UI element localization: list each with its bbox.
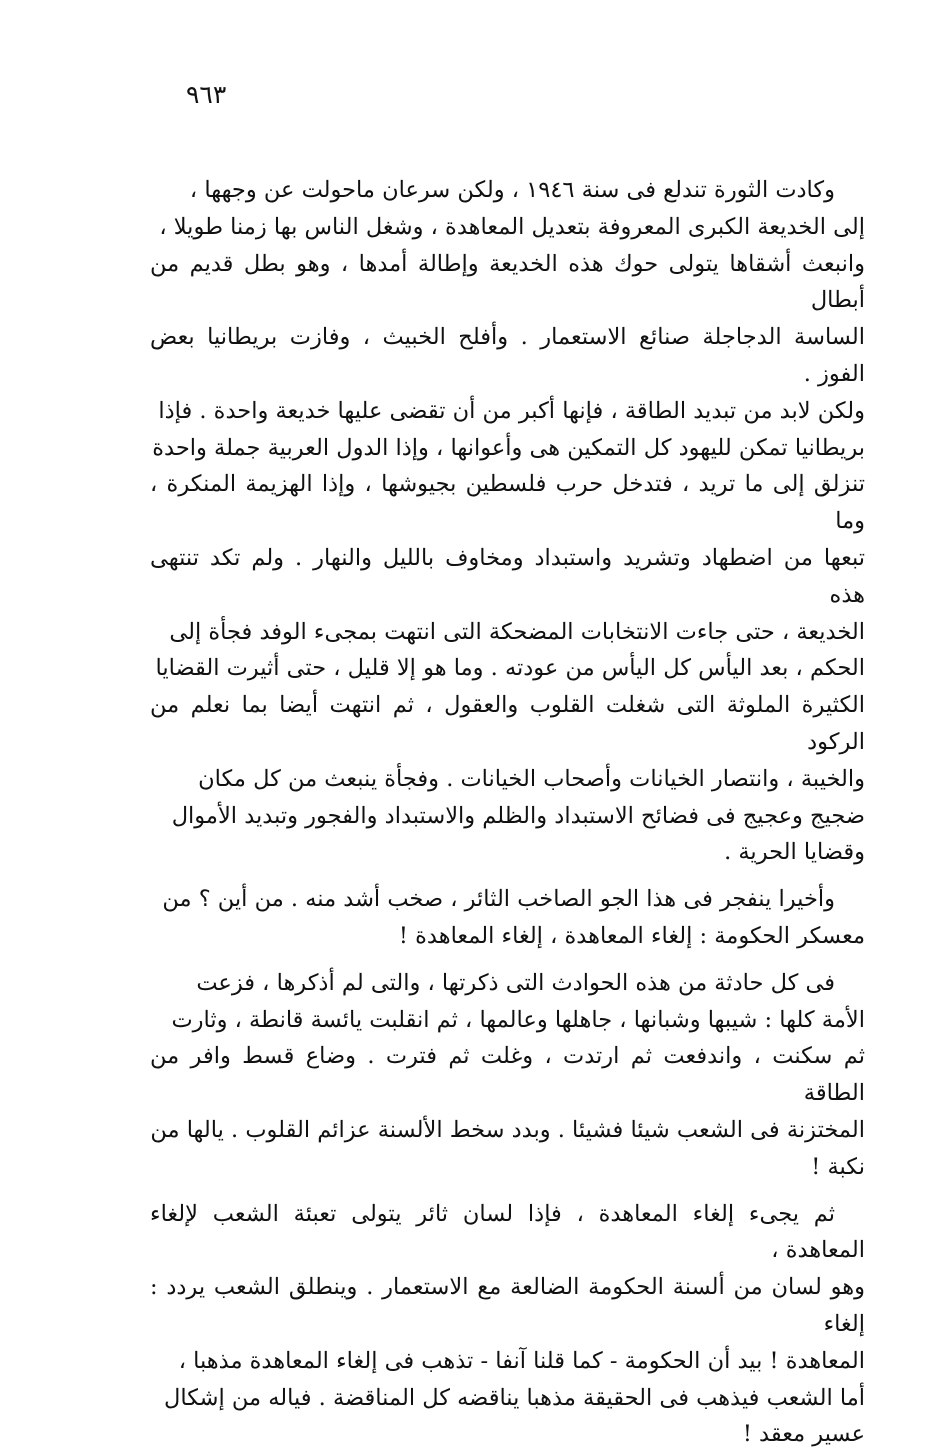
page-number: ٩٦٣	[186, 80, 227, 109]
paragraph-4: ثم يجىء إلغاء المعاهدة ، فإذا لسان ثائر يتولى تعبئة الشعب لإلغاء المعاهدة ، وهو لسان من ألسنة الحكومة الضالعة مع الاستعمار . وينطلق الشعب يردد : إلغاء المعاهدة ! بيد أن الحكومة - كما قلنا آنفا - تذهب فى إلغاء المعاهدة مذهبا ، أما الشعب فيذهب فى الحقيقة مذهبا يناقضه كل المناقضة . فياله من إشكال عسير معقد !	[150, 1200, 865, 1448]
paragraph-1: وكادت الثورة تندلع فى سنة ١٩٤٦ ، ولكن سرعان ماحولت عن وجهها ، إلى الخديعة الكبرى المعروفة بتعديل المعاهدة ، وشغل الناس بها زمنا طويلا ، وانبعث أشقاها يتولى حوك هذه الخديعة وإطالة أمدها ، وهو بطل قديم من أبطال الساسة الدجاجلة صنائع الاستعمار . وأفلح الخبيث ، وفازت بريطانيا بعض الفوز . ولكن لابد من تبديد الطاقة ، فإنها أكبر من أن تقضى عليها خديعة واحدة . فإذا بريطانيا تمكن لليهود كل التمكين هى وأعوانها ، وإذا الدول العربية جملة واحدة تنزلق إلى ما تريد ، فتدخل حرب فلسطين بجيوشها ، وإذا الهزيمة المنكرة ، وما تبعها من اضطهاد وتشريد واستبداد ومخاوف بالليل والنهار . ولم تكد تنتهى هذه الخديعة ، حتى جاءت الانتخابات المضحكة التى انتهت بمجىء الوفد فجأة إلى الحكم ، بعد اليأس كل اليأس من عودته . وما هو إلا قليل ، حتى أثيرت القضايا الكثيرة الملوثة التى شغلت القلوب والعقول ، ثم انتهت أيضا بما نعلم من الركود والخيبة ، وانتصار الخيانات وأصحاب الخيانات . وفجأة ينبعث من كل مكان ضجيج وعجيج فى فضائح الاستبداد والظلم والاستبداد والفجور وتبديد الأموال وقضايا الحرية .	[150, 177, 865, 866]
paragraph-2: وأخيرا ينفجر فى هذا الجو الصاخب الثائر ، صخب أشد منه . من أين ؟ من معسكر الحكومة : إلغاء المعاهدة ، إلغاء المعاهدة !	[162, 886, 865, 949]
paragraph-3: فى كل حادثة من هذه الحوادث التى ذكرتها ، والتى لم أذكرها ، فزعت الأمة كلها : شيبها وشبانها ، جاهلها وعالمها ، ثم انقلبت يائسة قانطة ، وثارت ثم سكنت ، واندفعت ثم ارتدت ، وغلت ثم فترت . وضاع قسط وافر من الطاقة المختزنة فى الشعب شيئا فشيئا . وبدد سخط الألسنة عزائم القلوب . يالها من نكبة !	[150, 969, 865, 1180]
body-text	[150, 172, 865, 1453]
